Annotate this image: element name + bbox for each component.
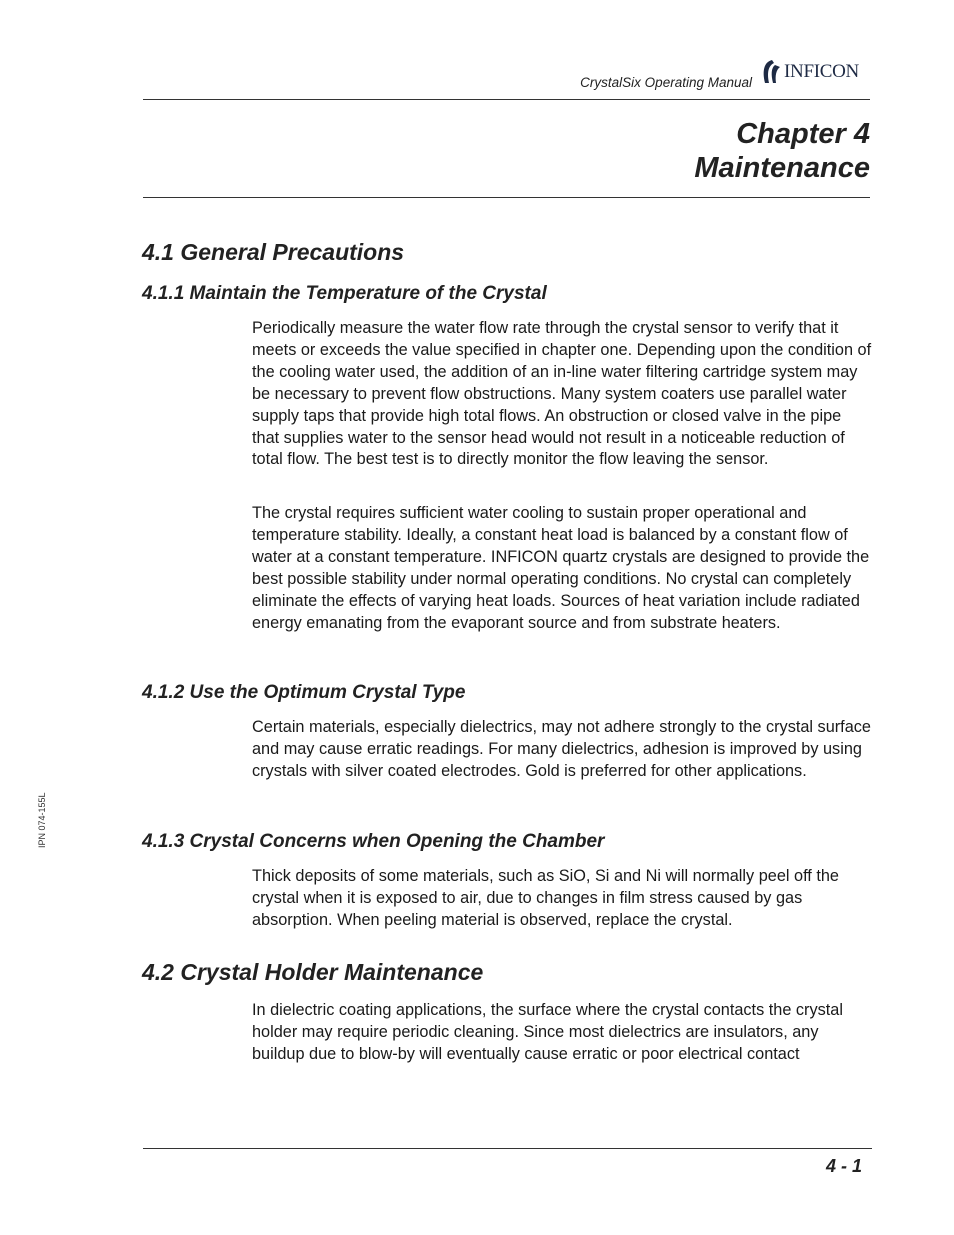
inficon-logo: [760, 58, 859, 86]
document-ipn-label: IPN 074-155L: [37, 792, 47, 848]
heading-4-1-2: 4.1.2 Use the Optimum Crystal Type: [142, 682, 466, 703]
page-number: 4 - 1: [825, 1156, 862, 1176]
heading-4-1-3: 4.1.3 Crystal Concerns when Opening the Chamber: [142, 831, 605, 852]
paragraph-4-1-1-a: Periodically measure the water flow rate through the crystal sensor to verify that it meets or exceeds the value specified in chapter one. Depending upon the condition of the cooling water used, the addition of an in-line water filtering cartridge system may be necessary to prevent flow obstructions. Many system coaters use parallel water supply taps that provide high total flows. An obstruction or closed valve in the pipe that supplies water to the sensor head would not result in a noticeable reduction of total flow. The best test is to directly monitor the flow leaving the sensor.: [252, 319, 872, 469]
chapter-rule: [143, 197, 870, 198]
paragraph-4-2: In dielectric coating applications, the surface where the crystal contacts the crystal holder may require periodic cleaning. Since most dielectrics are insulators, any buildup due to blow-by will eventually cause erratic or poor electrical contact: [252, 1001, 843, 1063]
chapter-title: Maintenance: [694, 152, 870, 184]
paragraph-4-1-3: Thick deposits of some materials, such as SiO, Si and Ni will normally peel off the crystal when it is exposed to air, due to changes in film stress caused by gas absorption. When peeling material is observed, replace the crystal.: [252, 867, 839, 929]
heading-4-1-1: 4.1.1 Maintain the Temperature of the Crystal: [142, 283, 547, 304]
running-title: CrystalSix Operating Manual: [580, 75, 752, 90]
header-rule: [143, 99, 870, 100]
paragraph-4-1-1-b: The crystal requires sufficient water cooling to sustain proper operational and temperature stability. Ideally, a constant heat load is balanced by a constant flow of water at a constant temperature. INFICON quartz crystals are designed to provide the best possible stability under normal operating conditions. No crystal can completely eliminate the effects of varying heat loads. Sources of heat variation include radiated energy emanating from the evaporant source and from substrate heaters.: [252, 504, 870, 632]
logo-mark-icon: [760, 59, 782, 85]
paragraph-4-1-2: Certain materials, especially dielectrics, may not adhere strongly to the crystal surface and may cause erratic readings. For many dielectrics, adhesion is improved by using crystals with silver coated electrodes. Gold is preferred for other applications.: [252, 718, 871, 780]
chapter-number: Chapter 4: [736, 118, 870, 150]
heading-4-2: 4.2 Crystal Holder Maintenance: [142, 959, 484, 985]
logo-text: INFICON: [784, 61, 859, 82]
footer-rule: [143, 1148, 872, 1149]
heading-4-1: 4.1 General Precautions: [142, 239, 405, 265]
